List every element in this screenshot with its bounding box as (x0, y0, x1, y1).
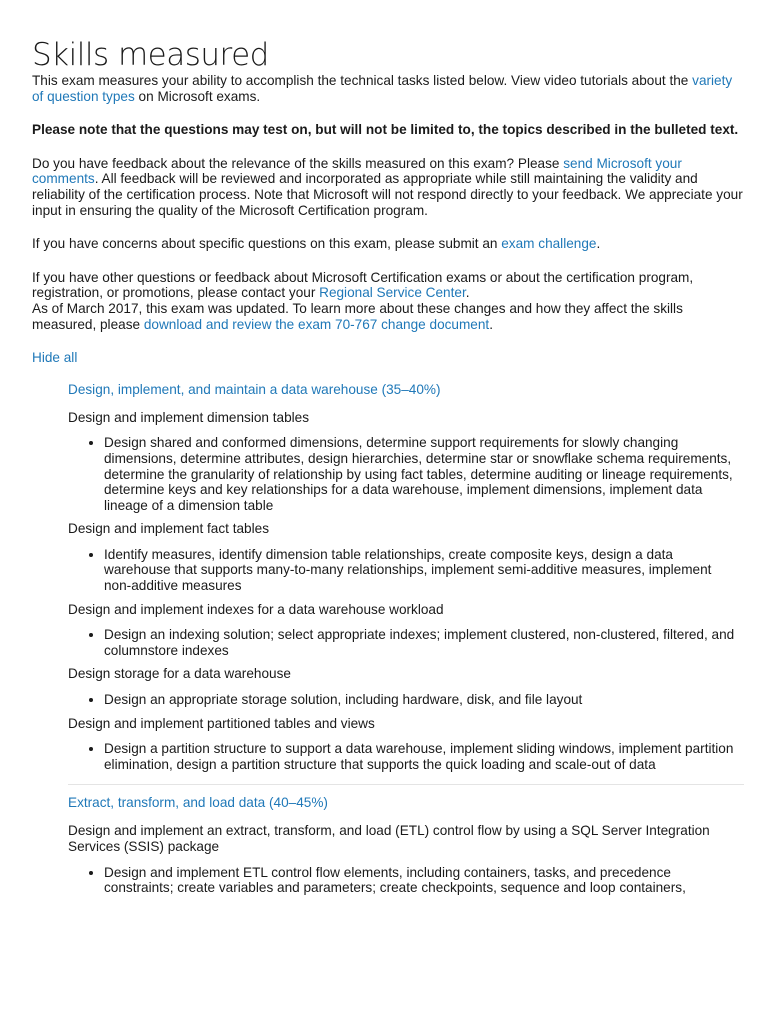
list-item: • Design an appropriate storage solution, including hardware, disk, and file layout (104, 692, 740, 708)
exam-challenge-link[interactable]: exam challenge (501, 236, 597, 252)
subsection-title: Design and implement dimension tables (68, 409, 310, 425)
concerns-text: If you have concerns about specific questions on this exam, please submit an (32, 236, 502, 252)
subsection-title: Design and implement an extract, transform, and load (ETL) control flow by using a SQL Server Integration Services (SSIS) package (68, 823, 710, 854)
subsection-title: Design storage for a data warehouse (68, 666, 291, 682)
bullet-list (68, 692, 740, 708)
section-divider (68, 784, 744, 785)
update-text-end: . (489, 316, 493, 332)
bullet-list (68, 547, 740, 594)
section-heading-link[interactable]: Extract, transform, and load data (40–45%) (68, 795, 328, 811)
send-comments-link[interactable]: send Microsoft your comments (32, 155, 682, 187)
bullet-list (68, 627, 740, 658)
bullet-list (68, 435, 740, 513)
list-item: • Design a partition structure to support a data warehouse, implement sliding windows, implement partition elimination, design a partition structure that supports the quick loading and scale-out of data (104, 741, 740, 772)
bullet-list (68, 865, 740, 896)
skill-section (68, 382, 740, 786)
subsection-title: Design and implement partitioned tables and views (68, 715, 375, 731)
regional-service-center-link[interactable]: Regional Service Center (319, 285, 466, 301)
question-types-link[interactable]: variety of question types (32, 73, 733, 104)
other-questions-paragraph (32, 270, 744, 301)
feedback-paragraph (32, 156, 744, 218)
page-title: Skills measured (32, 37, 269, 73)
subsection-title: Design and implement fact tables (68, 521, 269, 537)
section-heading-link[interactable]: Design, implement, and maintain a data warehouse (35–40%) (68, 381, 441, 397)
skill-section (68, 795, 740, 895)
subsection-title: Design and implement indexes for a data warehouse workload (68, 601, 444, 617)
page-content (32, 0, 744, 896)
concerns-text-end: . (596, 236, 601, 252)
other-text-end: . (465, 285, 470, 301)
list-item: • Design an indexing solution; select appropriate indexes; implement clustered, non-clustered, filtered, and columnstore indexes (104, 627, 740, 658)
concerns-paragraph (32, 236, 744, 252)
list-item: • Identify measures, identify dimension table relationships, create composite keys, design a data warehouse that supports many-to-many relationships, implement semi-additive measures, implement non-additive measures (104, 547, 740, 594)
list-item: • Design shared and conformed dimensions, determine support requirements for slowly changing dimensions, determine attributes, design hierarchies, determine star or snowflake schema requirements, determine the granularity of relationship by using fact tables, determine auditing or lineage requirements, determine keys and key relationships for a data warehouse, implement dimensions, implement data lineage of a dimension table (104, 435, 740, 513)
feedback-text: Do you have feedback about the relevance of the skills measured on this exam? Please (32, 155, 564, 171)
intro-text-end: on Microsoft exams. (134, 88, 261, 104)
update-text: As of March 2017, this exam was updated. To learn more about these changes and how they affect the skills measured, please (32, 300, 683, 332)
change-document-link[interactable]: download and review the exam 70-767 change document (143, 316, 490, 332)
intro-paragraph (32, 73, 744, 104)
bullet-list (68, 741, 740, 772)
intro-text: This exam measures your ability to accomplish the technical tasks listed below. View video tutorials about the (32, 73, 693, 88)
note-paragraph: Please note that the questions may test on, but will not be limited to, the topics described in the bulleted text. (32, 122, 739, 138)
hide-all-link[interactable]: Hide all (32, 350, 78, 366)
update-paragraph (32, 301, 744, 332)
feedback-text-end: . All feedback will be reviewed and incorporated as appropriate while still maintaining the validity and reliability of the certification process. Note that Microsoft will not respond directly to your feedback. We appreciate your input in ensuring the quality of the Microsoft Certification program. (32, 171, 743, 218)
other-text: If you have other questions or feedback about Microsoft Certification exams or about the certification program, registration, or promotions, please contact your (32, 269, 694, 301)
list-item: • Design and implement ETL control flow elements, including containers, tasks, and precedence constraints; create variables and parameters; create checkpoints, sequence and loop containers, (104, 865, 740, 896)
